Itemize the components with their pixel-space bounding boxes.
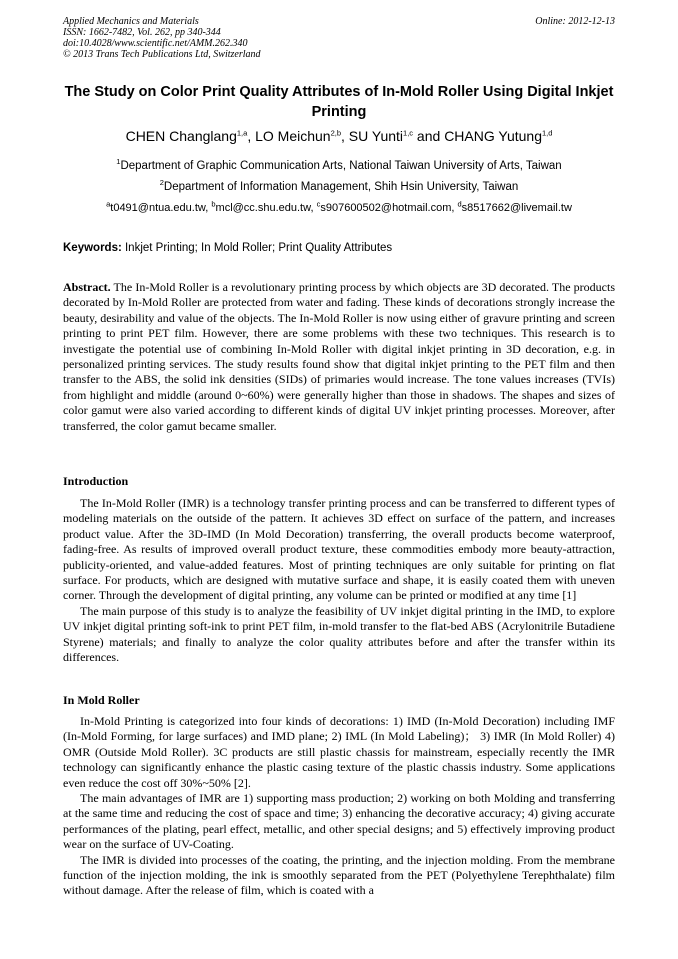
email-separator: , [310, 202, 317, 214]
copyright-line: © 2013 Trans Tech Publications Ltd, Switzerland [63, 49, 261, 60]
author-name: LO Meichun [255, 128, 331, 144]
paragraph: The In-Mold Roller (IMR) is a technology transfer printing process and can be transferred to different types of modeling materials on the outside of the pattern. It achieves 3D effect on surface of the pattern, and increases product value. After the 3D-IMD (In Mold Decoration) transferring, the overall products become waterproof, fading-free. As results of improved overall product texture, these commodities embody more beauty-attraction, publicity-oriented, and value-added features. Most of printing techniques are only suitable for printing on flat surface. For products, which are designed with mutative surface and shape, it is easily coated them with uneven corner. Through the development of digital printing, any volume can be printed or modified at any time [1] [63, 496, 615, 603]
author-affiliation-mark: 1,d [541, 128, 553, 138]
email-address: s907600502@hotmail.com [320, 202, 452, 214]
author-list [63, 127, 615, 145]
keywords [63, 241, 615, 255]
email-separator: , [451, 202, 458, 214]
email-address: mcl@cc.shu.edu.tw [215, 202, 311, 214]
paragraph: The main purpose of this study is to analyze the feasibility of UV inkjet digital printing in the IMD, to explore UV inkjet digital printing soft-ink to print PET film, in-mold transfer to the flat-bed ABS (Acrylonitrile Butadiene Styrene) materials; and finally to analyze the color quality attributes before and after the transfer within its differences. [63, 603, 615, 665]
email-entry [457, 199, 572, 214]
email-mark: d [457, 199, 462, 209]
introduction-body [63, 496, 615, 665]
online-date: Online: 2012-12-13 [535, 16, 615, 27]
affiliation-text: Department of Graphic Communication Arts, National Taiwan University of Arts, Taiwan [120, 160, 562, 172]
email-address: s8517662@livemail.tw [461, 202, 572, 214]
abstract-text: The In-Mold Roller is a revolutionary printing process by which objects are 3D decorated. The products decorated by In-Mold Roller are protected from water and fading. These kinds of decorations strongly increase the beauty, desirability and value of the objects. The In-Mold Roller is now using either of gravure printing and screen printing to print PET film. However, there are some problems with these two techniques. This research is to investigate the potential use of combining In-Mold Roller with digital inkjet printing in 3D decoration, e.g. in personalized printing services. The study results found show that digital inkjet printing to the PET film and then transfer to the ABS, the solid ink densities (SIDs) of primaries would increase. The tone values increases (TVIs) from highlight and middle (around 0~60%) were generally higher than those in shadows. The shapes and sizes of color gamut were also varied according to different kinds of digital UV inkjet printing processes. Moreover, after transferred, the color gamut became smaller. [63, 280, 615, 433]
affiliation [63, 159, 615, 173]
email-entry [106, 199, 212, 214]
journal-header [63, 16, 615, 60]
author [349, 128, 444, 144]
email-separator: , [205, 202, 212, 214]
paragraph: The main advantages of IMR are 1) supporting mass production; 2) working on both Molding and transferring at the same time and reducing the cost of space and time; 3) enhancing the decorative accuracy; 4) giving accurate performances of the plating, pearl effect, metallic, and other special designs; and 5) effectively improving product wear on the surface of UV-Coating. [63, 791, 615, 852]
keywords-text: Inkjet Printing; In Mold Roller; Print Quality Attributes [121, 242, 393, 254]
email-mark: c [316, 199, 321, 209]
affiliation-text: Department of Information Management, Shih Hsin University, Taiwan [163, 181, 519, 193]
email-mark: a [106, 199, 111, 209]
email-entry [211, 199, 317, 214]
email-list [63, 201, 615, 215]
doi-line: doi:10.4028/www.scientific.net/AMM.262.340 [63, 38, 248, 49]
email-entry [316, 199, 458, 214]
section-heading-in-mold-roller: In Mold Roller [63, 693, 140, 707]
affiliation-mark: 1 [116, 157, 121, 167]
author-affiliation-mark: 1,a [236, 128, 248, 138]
abstract-label: Abstract. [63, 280, 111, 294]
abstract [63, 280, 615, 434]
in-mold-roller-body [63, 714, 615, 899]
author [126, 128, 256, 144]
issn-line: ISSN: 1662-7482, Vol. 262, pp 340-344 [63, 27, 221, 38]
author-separator: , [247, 128, 256, 144]
author-separator: and [413, 128, 445, 144]
section-heading-introduction: Introduction [63, 474, 129, 488]
author-name: SU Yunti [348, 128, 404, 144]
paragraph: In-Mold Printing is categorized into four kinds of decorations: 1) IMD (In-Mold Decoration) including IMF (In-Mold Forming, for large surfaces) and IMD plane; 2) IML (In Mold Labeling)； 3) IMR (In Mold Roller) 4) OMR (Outside Mold Roller). 3C products are still plastic chassis for mainstream, especially recently the IMR technology can significantly enhance the plastic casing texture of the plastic chassis industry. Some applications even reduce the cost off 30%~50% [2]. [63, 714, 615, 790]
author-name: CHANG Yutung [444, 128, 542, 144]
email-address: t0491@ntua.edu.tw [110, 202, 206, 214]
author [255, 128, 349, 144]
author-name: CHEN Changlang [125, 128, 237, 144]
email-mark: b [211, 199, 216, 209]
journal-name: Applied Mechanics and Materials [63, 16, 199, 27]
author-affiliation-mark: 2,b [330, 128, 342, 138]
author-separator: , [341, 128, 349, 144]
paper-title: The Study on Color Print Quality Attributes of In-Mold Roller Using Digital Inkjet Printing [64, 84, 614, 120]
paragraph: The IMR is divided into processes of the coating, the printing, and the injection molding. From the membrane function of the injection molding, the ink is smoothly separated from the PET (Polyethylene Terephthalate) film without damage. After the release of film, which is coated with a [63, 852, 615, 898]
affiliation-mark: 2 [159, 178, 164, 188]
author-affiliation-mark: 1,c [403, 128, 414, 138]
keywords-label: Keywords: [63, 242, 122, 254]
author [444, 128, 552, 144]
affiliation [63, 180, 615, 194]
